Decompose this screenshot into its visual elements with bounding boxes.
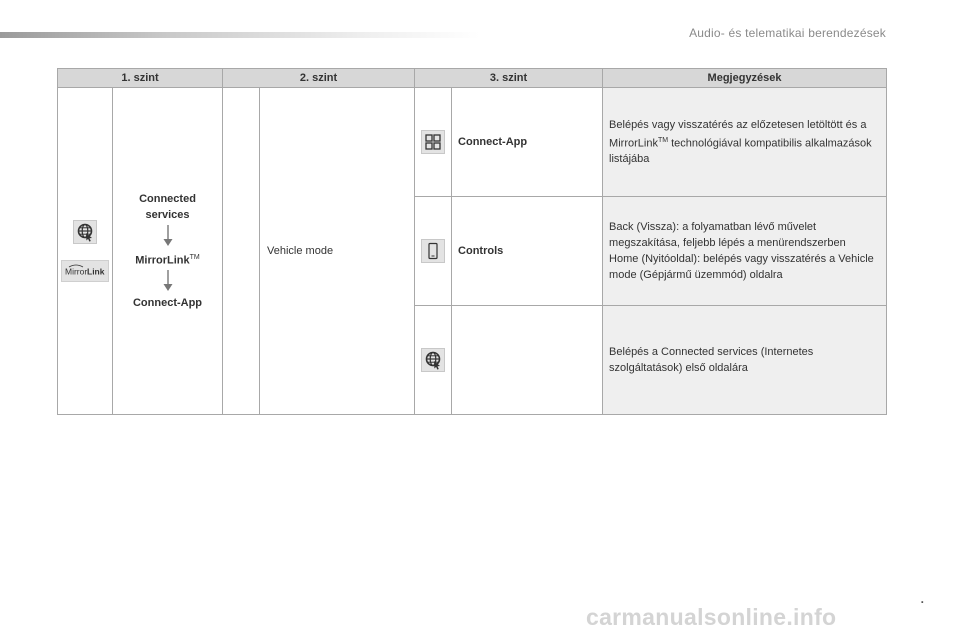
table-row	[58, 88, 887, 197]
level1-icons-cell	[58, 88, 113, 415]
connect-app-label: Connect-App	[452, 88, 603, 197]
svg-text:Mirror: Mirror	[65, 266, 88, 277]
level3-icon-cell	[415, 306, 452, 415]
watermark-text: carmanualsonline.info	[586, 604, 837, 630]
level1-text-cell	[113, 88, 223, 415]
page-header-title: Audio- és telematikai berendezések	[689, 26, 886, 40]
vehicle-mode-label: Vehicle mode	[260, 88, 415, 415]
header-notes: Megjegyzések	[603, 69, 887, 88]
level3-icon-cell	[415, 197, 452, 306]
note-controls: Back (Vissza): a folyamatban lévő művelet megszakítása, feljebb lépés a menürendszerben Home (Nyitóoldal): belépés vagy visszatérés a Vehicle mode (Gépjármű üzemmód) oldalra	[603, 197, 887, 306]
phone-icon	[421, 239, 445, 263]
apps-grid-icon	[421, 130, 445, 154]
table-header-row	[58, 69, 887, 88]
connected-services-label: Connected services	[139, 192, 196, 221]
header-gradient-bar	[0, 32, 480, 38]
controls-label: Controls	[452, 197, 603, 306]
mirrorlink-label: MirrorLink™	[135, 253, 200, 267]
globe-icon	[73, 220, 97, 244]
svg-text:Link: Link	[87, 266, 105, 277]
header-level-3: 3. szint	[415, 69, 603, 88]
header-level-2: 2. szint	[223, 69, 415, 88]
header-level-1: 1. szint	[58, 69, 223, 88]
mirrorlink-logo	[61, 260, 109, 282]
connect-app-level1-label: Connect-App	[132, 297, 203, 310]
menu-levels-table	[57, 68, 887, 415]
note-connected-services: Belépés a Connected services (Internetes szolgáltatások) első oldalára	[603, 306, 887, 415]
page-number-mark: .	[920, 592, 924, 606]
note-connect-app: Belépés vagy visszatérés az előzetesen letöltött és a MirrorLink™ technológiával kompatibilis alkalmazások listájába	[603, 88, 887, 197]
level3-empty-label	[452, 306, 603, 415]
arrow-down-icon	[162, 270, 174, 292]
level3-icon-cell	[415, 88, 452, 197]
arrow-down-icon	[162, 225, 174, 247]
level2-icon-cell	[223, 88, 260, 415]
globe-icon	[421, 348, 445, 372]
